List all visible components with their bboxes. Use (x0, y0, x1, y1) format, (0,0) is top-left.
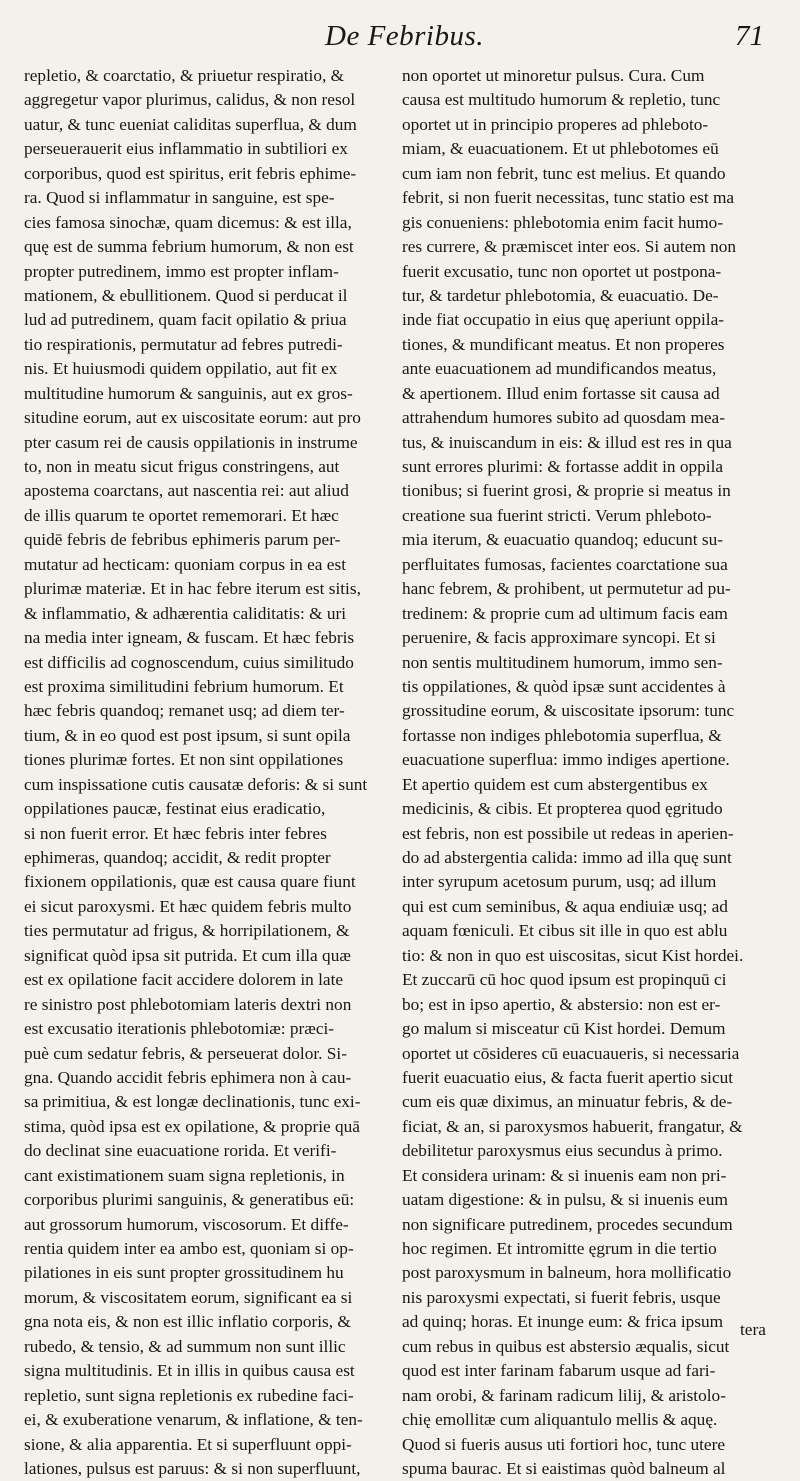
text-line: fuerit euacuatio eius, & facta fuerit apertio sicut (402, 1067, 734, 1087)
text-line: tur, & tardetur phlebotomia, & euacuatio. De- (402, 285, 719, 305)
text-line: si non fuerit error. Et hæc febris inter febres (24, 823, 327, 843)
text-line: sa primitiua, & est longæ declinationis, tunc exi- (24, 1092, 361, 1112)
text-line: repletio, sunt signa repletionis ex rubedine faci- (24, 1385, 354, 1405)
text-line: gna. Quando accidit febris ephimera non à cau- (24, 1067, 352, 1087)
text-line: de illis quarum te oportet rememorari. Et hæc (24, 505, 339, 525)
text-line: causa est multitudo humorum & repletio, tunc (402, 90, 721, 110)
text-line: situdine eorum, aut ex uiscositate eorum: aut pro (24, 408, 361, 428)
text-line: multitudine humorum & sanguinis, aut ex gros- (24, 383, 353, 403)
text-line: na media inter igneam, & fuscam. Et hæc febris (24, 628, 355, 648)
text-line: aquam fœniculi. Et cibus sit ille in quo est ablu (402, 921, 728, 941)
text-line: repletio, & coarctatio, & priuetur respiratio, & (24, 66, 345, 85)
text-line: attrahendum humores subito ad quosdam mea- (402, 408, 725, 428)
text-line: tus, & inuiscandum in eis: & illud est res in qua (402, 432, 732, 452)
text-line: quidē febris de febribus ephimeris parum per- (24, 530, 341, 550)
text-line: quę est de summa febrium humorum, & non est (24, 237, 354, 257)
text-line: bo; est in ipso apertio, & abstersio: non est er- (402, 994, 721, 1014)
text-line: tredinem: & proprie cum ad ultimum facis eam (402, 603, 728, 623)
text-line: cum rebus in quibus est abstersio æqualis, sicut (402, 1336, 730, 1356)
text-line: chię emollitæ cum aliquantulo mellis & aquę. (402, 1410, 718, 1430)
text-line: gna nota eis, & non est illic inflatio corporis, & (24, 1312, 351, 1332)
text-line: est proxima similitudini febrium humorum. Et (24, 676, 344, 696)
text-line: oportet ut in principio properes ad phleboto- (402, 114, 709, 134)
text-line: mutatur ad hecticam: quoniam corpus in ea est (24, 554, 346, 574)
text-line: cant existimationem suam signa repletionis, in (24, 1165, 345, 1185)
text-line: cum eis quæ diximus, an minuatur febris, & de- (402, 1092, 733, 1112)
text-line: aggregetur vapor plurimus, calidus, & non resol (24, 90, 356, 110)
text-line: perseuerauerit eius inflammatio in subtiliori ex (24, 139, 348, 159)
text-line: est excusatio iterationis phlebotomiæ: præci- (24, 1019, 335, 1039)
text-line: hoc regimen. Et intromitte ęgrum in die tertio (402, 1239, 717, 1258)
text-line: oportet ut cōsideres cū euacuaueris, si necessaria (402, 1043, 740, 1063)
catchword: tera (740, 1320, 766, 1339)
text-line: go malum si misceatur cū Kist hordei. Demum (402, 1019, 726, 1039)
text-line: uatam digestione: & in pulsu, & si inuenis eum (402, 1190, 728, 1210)
text-line: stima, quòd ipsa est ex opilatione, & proprie quā (24, 1116, 360, 1136)
text-line: creatione sua fuerint stricti. Verum phleboto- (402, 505, 712, 525)
text-line: quod est inter farinam fabarum usque ad fari- (402, 1361, 716, 1381)
text-line: grossitudine eorum, & uiscositate ipsorum: tunc (402, 701, 735, 721)
text-line: rentia quidem inter ea ambo est, quoniam si op- (24, 1239, 354, 1258)
text-line: apostema coarctans, aut nascentia rei: aut aliud (24, 481, 349, 501)
text-line: corporibus plurimi sanguinis, & generatibus eū: (24, 1190, 355, 1210)
text-line: euacuatione superflua: immo indiges apertione. (402, 750, 730, 770)
text-line: fuerit excusatio, tunc non oportet ut postpona- (402, 261, 722, 281)
page-number: 71 (735, 20, 764, 52)
text-line: cum inspissatione cutis causatæ deforis: & si sunt (24, 774, 368, 794)
text-line: nis paroxysmi expectati, si fuerit febris, usque (402, 1287, 721, 1307)
text-line: tis oppilationes, & quòd ipsæ sunt accidentes à (402, 676, 726, 696)
text-line: ties permutatur ad frigus, & horripilationem, & (24, 921, 350, 941)
text-line: to, non in meatu sicut frigus constringens, aut (24, 457, 340, 476)
text-line: Et considera urinam: & si inuenis eam non pri- (402, 1165, 727, 1185)
text-line: ficiat, & an, si paroxysmos habuerit, frangatur, & (402, 1116, 743, 1136)
text-line: ei sicut paroxysmi. Et hæc quidem febris multo (24, 896, 352, 916)
text-line: tiones, & mundificant meatus. Et non properes (402, 334, 725, 354)
text-line: Et zuccarū cū hoc quod ipsum est propinquū ci (402, 970, 727, 990)
text-line: pilationes in eis sunt propter grossitudinem hu (24, 1263, 344, 1283)
text-line: & apertionem. Illud enim fortasse sit causa ad (402, 383, 720, 403)
text-line: corporibus, quod est spiritus, erit febris ephime- (24, 163, 357, 183)
text-line: puè cum sedatur febris, & perseuerat dolor. Si- (24, 1043, 347, 1063)
text-line: ante euacuationem ad mundificandos meatus, (402, 359, 717, 379)
text-line: non oportet ut minoretur pulsus. Cura. Cum (402, 66, 705, 85)
text-line: miam, & euacuationem. Et ut phlebotomes eū (402, 139, 719, 159)
text-line: tiones plurimæ fortes. Et non sint oppilationes (24, 750, 344, 770)
text-line: sunt errores plurimi: & fortasse addit in oppila (402, 457, 724, 476)
text-line: do ad abstergentia calida: immo ad illa quę sunt (402, 848, 732, 867)
text-line: aut grossorum humorum, viscosorum. Et diffe- (24, 1214, 349, 1234)
text-line: fortasse non indiges phlebotomia superflua, & (402, 725, 722, 745)
text-line: propter putredinem, immo est propter inflam- (24, 261, 339, 281)
text-line: lationes, pulsus est paruus: & si non superfluunt, (24, 1458, 361, 1478)
text-line: Quod si fueris ausus uti fortiori hoc, tunc utere (402, 1434, 725, 1454)
text-line: est difficilis ad cognoscendum, cuius similitudo (24, 652, 354, 672)
text-line: pter casum rei de causis oppilationis in instrume (24, 432, 358, 452)
text-line: febrit, si non fuerit necessitas, tunc statio est ma (402, 188, 735, 208)
text-line: hæc febris quandoq; remanet usq; ad diem ter- (24, 701, 345, 721)
text-line: significat quòd ipsa sit putrida. Et cum illa quæ (24, 945, 351, 965)
text-line: sione, & alia apparentia. Et si superfluunt oppi- (24, 1434, 352, 1454)
text-line: non sentis multitudinem humorum, immo sen- (402, 652, 723, 672)
text-line: nis. Et huiusmodi quidem oppilatio, aut fit ex (24, 359, 338, 379)
text-line: plurimæ materiæ. Et in hac febre iterum est sitis, (24, 579, 361, 599)
right-column (402, 64, 780, 1481)
text-line: cies famosa sinochæ, quam dicemus: & est illa, (24, 212, 352, 232)
page-title: De Febribus. (325, 20, 485, 52)
text-line: debilitetur paroxysmus eius secundus à primo. (402, 1141, 723, 1161)
text-line: qui est cum seminibus, & aqua endiuiæ usq; ad (402, 896, 728, 916)
text-line: tio: & non in quo est uiscositas, sicut Kist hordei. (402, 945, 744, 965)
text-line: hanc febrem, & prohibent, ut permutetur ad pu- (402, 579, 731, 599)
text-line: ad quinq; horas. Et inunge eum: & frica ipsum (402, 1312, 724, 1332)
text-line: oppilationes paucæ, festinat eius eradicatio, (24, 799, 326, 819)
text-line: spuma baurac. Et si eaistimas quòd balneum al (402, 1458, 726, 1478)
text-line: ephimeras, quandoq; accidit, & redit propter (24, 848, 331, 867)
text-line: uatur, & tunc eueniat caliditas superflua, & dum (24, 114, 357, 134)
text-line: do declinat sine euacuatione rorida. Et verifi- (24, 1141, 337, 1161)
text-line: ei, & exuberatione venarum, & inflatione, & ten- (24, 1410, 363, 1430)
text-line: tium, & in eo quod est post ipsum, si sunt opila (24, 725, 351, 745)
running-head (0, 18, 800, 58)
text-line: perfluitates fumosas, facientes coarctatione sua (402, 554, 728, 574)
text-line: ra. Quod si inflammatur in sanguine, est spe- (24, 188, 335, 208)
text-line: & inflammatio, & adhærentia caliditatis: & uri (24, 603, 347, 623)
text-line: mia iterum, & euacuatio quandoq; educunt su- (402, 530, 724, 550)
left-column (24, 64, 392, 1481)
text-line: rubedo, & tensio, & ad summum non sunt illic (24, 1336, 346, 1356)
text-line: re sinistro post phlebotomiam lateris dextri non (24, 994, 352, 1014)
text-line: medicinis, & cibis. Et propterea quod ęgritudo (402, 799, 723, 819)
text-line: inter syrupum acetosum purum, usq; ad illum (402, 872, 717, 892)
text-line: Et apertio quidem est cum abstergentibus ex (402, 774, 708, 794)
text-line: post paroxysmum in balneum, hora mollificatio (402, 1263, 732, 1283)
text-line: gis conueniens: phlebotomia enim facit humo- (402, 212, 724, 232)
text-line: inde fiat occupatio in eius quę aperiunt oppila- (402, 310, 724, 330)
text-line: peruenire, & facis approximare syncopi. Et si (402, 628, 716, 648)
text-line: est febris, non est possibile ut redeas in aperien- (402, 823, 734, 843)
text-line: nam orobi, & farinam radicum lilij, & aristolo- (402, 1385, 726, 1405)
text-line: fixionem oppilationis, quæ est causa quare fiunt (24, 872, 356, 892)
text-line: non significare putredinem, procedes secundum (402, 1214, 733, 1234)
text-line: mationem, & ebullitionem. Quod si perducat il (24, 285, 348, 305)
text-line: tionibus; si fuerint grosi, & proprie si meatus in (402, 481, 731, 501)
text-line: lud ad putredinem, quam facit opilatio & priua (24, 310, 347, 330)
text-line: morum, & viscositatem eorum, significant ea si (24, 1287, 353, 1307)
text-line: cum iam non febrit, tunc est melius. Et quando (402, 163, 726, 183)
text-line: tio respirationis, permutatur ad febres putredi- (24, 334, 343, 354)
text-line: signa multitudinis. Et in illis in quibus causa est (24, 1361, 355, 1381)
text-line: res currere, & præmiscet inter eos. Si autem non (402, 237, 737, 257)
text-line: est ex opilatione facit accidere dolorem in late (24, 970, 344, 990)
